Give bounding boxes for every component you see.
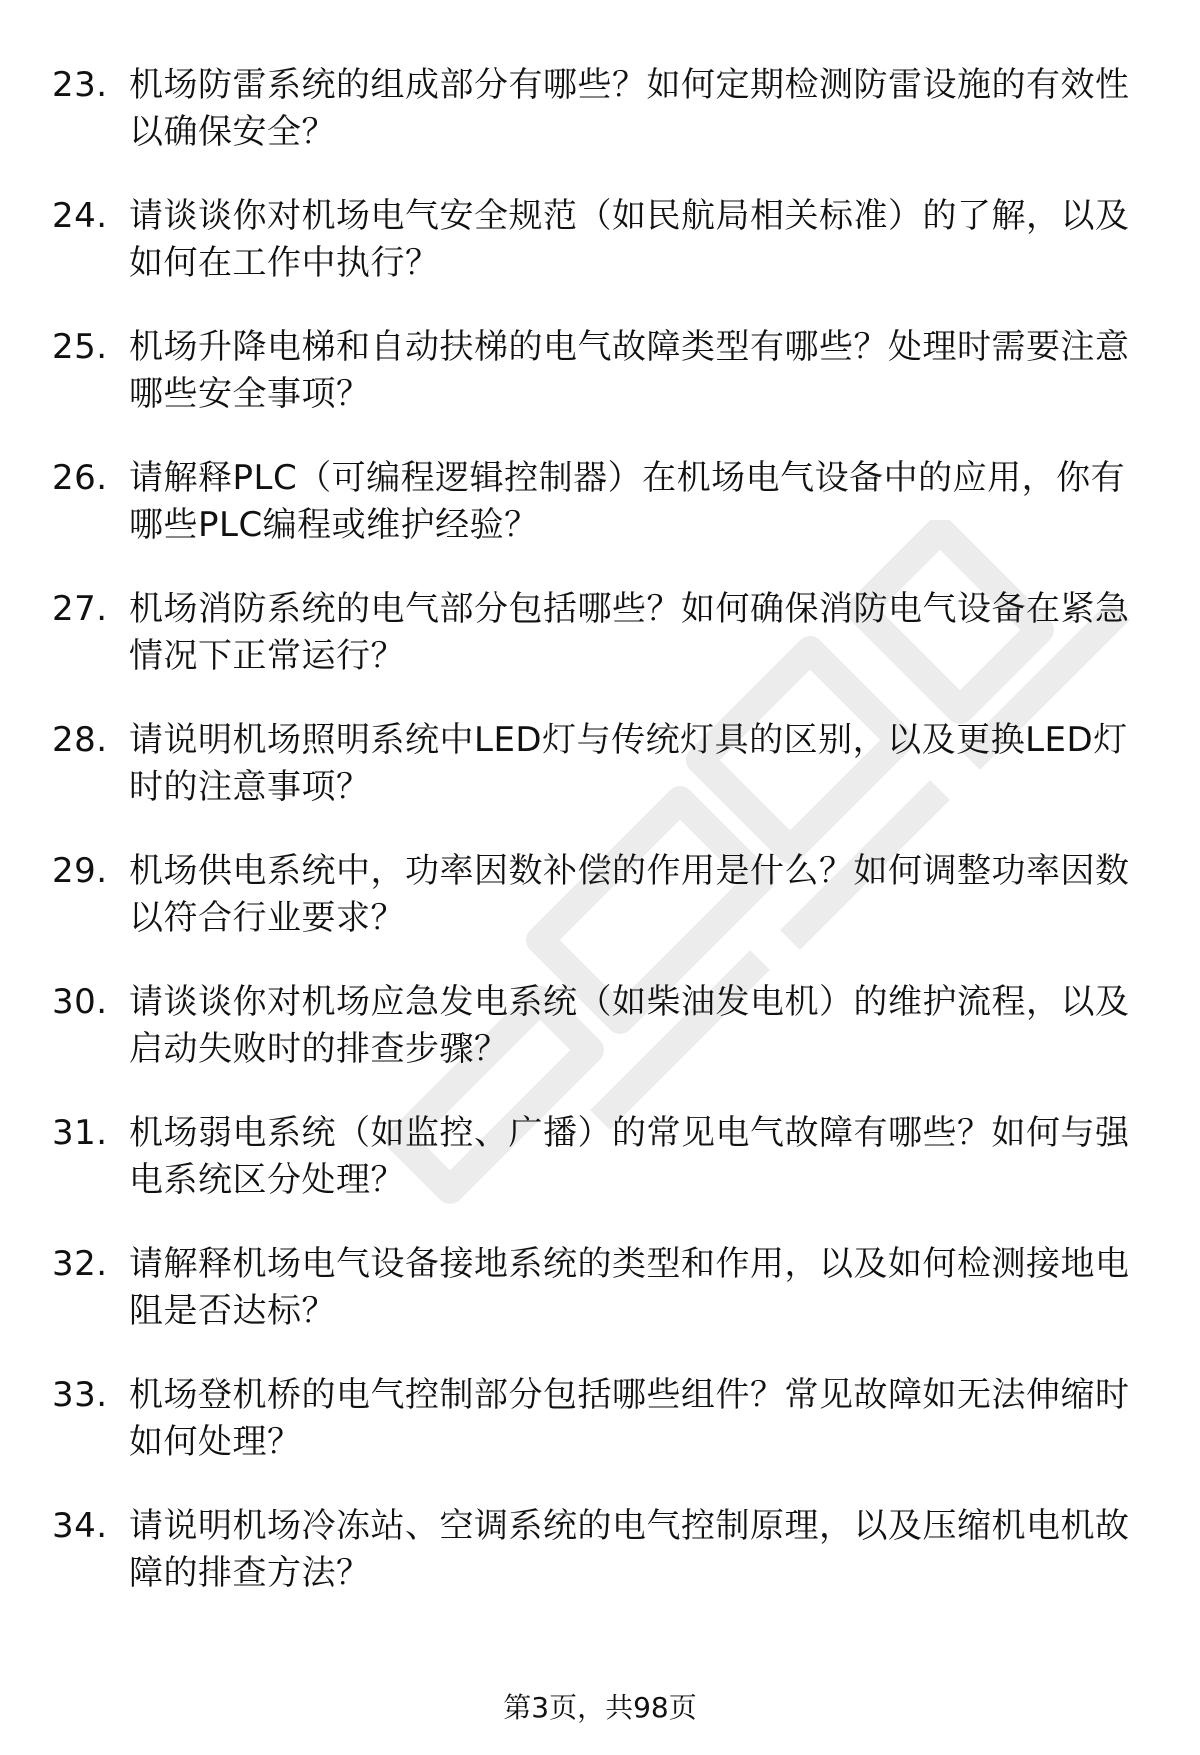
question-text: 请解释PLC（可编程逻辑控制器）在机场电气设备中的应用，你有哪些PLC编程或维护经验？: [129, 458, 1126, 545]
list-item: [52, 193, 1152, 287]
list-item: [52, 717, 1152, 811]
question-text: 机场升降电梯和自动扶梯的电气故障类型有哪些？处理时需要注意哪些安全事项？: [129, 327, 1130, 414]
list-item: [52, 848, 1152, 942]
question-text: 机场消防系统的电气部分包括哪些？如何确保消防电气设备在紧急情况下正常运行？: [129, 589, 1130, 676]
question-text: 请说明机场照明系统中LED灯与传统灯具的区别，以及更换LED灯时的注意事项？: [129, 720, 1128, 807]
question-number: 27.: [52, 589, 108, 629]
question-text: 机场供电系统中，功率因数补偿的作用是什么？如何调整功率因数以符合行业要求？: [129, 851, 1130, 938]
question-text: 请谈谈你对机场电气安全规范（如民航局相关标准）的了解，以及如何在工作中执行？: [129, 196, 1130, 283]
question-text: 请谈谈你对机场应急发电系统（如柴油发电机）的维护流程，以及启动失败时的排查步骤？: [129, 982, 1130, 1069]
list-item: [52, 455, 1152, 549]
list-item: [52, 62, 1152, 156]
list-item: [52, 586, 1152, 680]
list-item: [52, 324, 1152, 418]
question-text: 机场弱电系统（如监控、广播）的常见电气故障有哪些？如何与强电系统区分处理？: [129, 1113, 1130, 1200]
question-text: 机场登机桥的电气控制部分包括哪些组件？常见故障如无法伸缩时如何处理？: [129, 1375, 1130, 1462]
question-number: 30.: [52, 982, 108, 1022]
question-number: 24.: [52, 196, 108, 236]
question-number: 28.: [52, 720, 108, 760]
question-number: 32.: [52, 1244, 108, 1284]
question-number: 25.: [52, 327, 108, 367]
page-footer: [0, 1688, 1200, 1728]
question-text: 机场防雷系统的组成部分有哪些？如何定期检测防雷设施的有效性以确保安全？: [129, 65, 1130, 152]
list-item: [52, 1241, 1152, 1335]
list-item: [52, 979, 1152, 1073]
question-number: 26.: [52, 458, 108, 498]
question-number: 33.: [52, 1375, 108, 1415]
question-text: 请说明机场冷冻站、空调系统的电气控制原理，以及压缩机电机故障的排查方法？: [129, 1506, 1130, 1593]
list-item: [52, 1503, 1152, 1597]
question-list: [52, 62, 1152, 1634]
question-number: 23.: [52, 65, 108, 105]
page-number-label: 第3页，共98页: [503, 1691, 697, 1724]
question-number: 31.: [52, 1113, 108, 1153]
list-item: [52, 1372, 1152, 1466]
question-number: 34.: [52, 1506, 108, 1546]
question-text: 请解释机场电气设备接地系统的类型和作用，以及如何检测接地电阻是否达标？: [129, 1244, 1130, 1331]
question-number: 29.: [52, 851, 108, 891]
list-item: [52, 1110, 1152, 1204]
